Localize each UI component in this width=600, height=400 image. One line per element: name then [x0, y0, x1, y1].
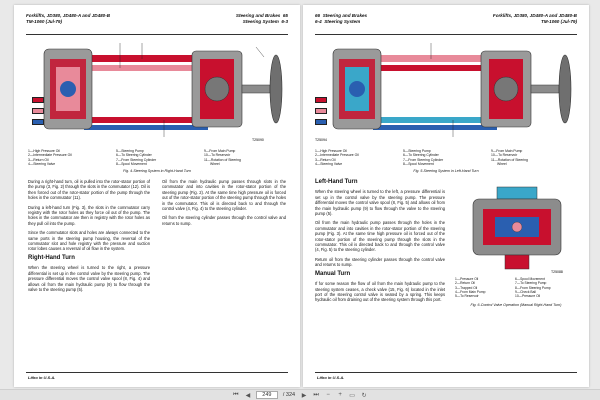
- paragraph: During a left-hand turn (Fig. 3), the slots in the commutator carry registry with the rotor holes as they force oil out of the pump. The holes in the commutator are then in registry with the rotor holes as they pull oil into the pump.: [28, 204, 150, 226]
- header-section: Steering and Brakes: [235, 13, 281, 18]
- text-column-1: [315, 177, 445, 307]
- paragraph: When the steering wheel is turned to the right, a pressure differential is set up in the control valve by the steering pump. The pressure differential moves the control valve spool (8, Fig. 4) and allows oil from the main hydraulic pump (9) to flow through the valve to the steering pump (5).: [28, 265, 150, 292]
- valve-top-port: [497, 187, 537, 199]
- legend-item: 9—Check Ball: [515, 289, 536, 294]
- header-title: Forklifts, JD380, JD480-A and JD480-B: [492, 13, 577, 18]
- legend-item: 6—To Steering Cylinder: [403, 153, 439, 158]
- legend-item: 11—Rotation of Steering: [204, 157, 241, 162]
- legend-item: 7—From Steering Cylinder: [116, 157, 157, 162]
- steering-wheel: [270, 55, 282, 123]
- first-page-icon[interactable]: ⏮: [233, 391, 239, 398]
- legend-item: 8—Spool Movement: [116, 161, 147, 166]
- text-column-1: [28, 179, 150, 296]
- legend-item: 2—Return Oil: [455, 281, 475, 286]
- legend-item: 10—Pressure Oil: [515, 294, 541, 299]
- header-title: Forklifts, JD380, JD480-A and JD480-B: [26, 13, 111, 18]
- legend-item: 2—Intermediate Pressure Oil: [315, 153, 359, 158]
- legend-item: 10—To Reservoir: [204, 153, 231, 158]
- legend-item: 4—Steering Valve: [28, 161, 56, 166]
- last-page-icon[interactable]: ⏭: [313, 391, 319, 398]
- pump-rotor: [494, 77, 518, 101]
- legend-item: 5—Steering Pump: [116, 149, 144, 153]
- legend-item: 3—Return Oil: [28, 157, 49, 162]
- paragraph: When the steering wheel is turned to the left, a pressure differential is set up in the control valve by the steering pump. The pressure differential moves the control valve spool (8, Fig. 5) and allows oil from the main hydraulic pump (9) to flow through the valve to the steering pump (5).: [315, 189, 445, 217]
- next-page-icon[interactable]: ▶: [301, 392, 307, 399]
- paragraph: During a right-hand turn, oil is pulled into the rotor-stator portion of the pump (3, Fig. 2) through the slots in the commutator (12). Oil is then forced out of the rotor-stator portion of the pump through the holes in the commutator (11).: [28, 179, 150, 201]
- footer-rule: [26, 372, 288, 373]
- prev-page-icon[interactable]: ◀: [245, 392, 251, 399]
- legend-item: 5—To Reservoir: [455, 294, 479, 299]
- header-subsection: Steering System: [242, 19, 279, 24]
- steering-system-diagram-right-turn: [24, 37, 290, 145]
- inset-figure-id: T25088: [551, 270, 563, 274]
- figure-id: T25094: [315, 138, 327, 142]
- page-header: [315, 13, 577, 35]
- header-page-ref: 6-4: [315, 19, 322, 24]
- steering-system-diagram-left-turn: [313, 37, 579, 145]
- header-date: (Jul-79): [560, 19, 577, 24]
- legend-item: 3—Trapped Oil: [455, 285, 478, 290]
- callout-line: [256, 47, 264, 57]
- header-page-no: 65: [282, 13, 288, 18]
- zoom-out-icon[interactable]: −: [326, 392, 330, 398]
- legend-item: 9—From Main Pump: [491, 149, 523, 153]
- steering-column: [531, 85, 559, 93]
- legend-row: [455, 294, 581, 298]
- text-column-2: [162, 179, 286, 230]
- section-heading: Left-Hand Turn: [315, 179, 358, 185]
- fit-page-icon[interactable]: ▭: [349, 392, 355, 399]
- steering-column: [242, 85, 270, 93]
- section-heading: Right-Hand Turn: [28, 254, 75, 261]
- return-line: [84, 125, 208, 130]
- legend-item: 6—To Steering Cylinder: [116, 153, 152, 158]
- page-right: [303, 5, 589, 387]
- legend-item: 7—From Steering Cylinder: [403, 157, 444, 162]
- legend-item: 10—To Reservoir: [491, 153, 518, 158]
- valve-return-port: [60, 81, 76, 97]
- paragraph: Oil from the main hydraulic pump passes through the holes in the commutator and into cavities in the rotor-stator portion of the steering pump (Fig. 3). At the same time high pressure oil is forced out of the rotor-stator portion of the steering pump through the slots in the commutator. This oil is directed back to and through the control valve (4, Fig. 5) to the steering cylinder.: [315, 220, 445, 253]
- legend-row: [315, 162, 577, 166]
- legend-row: [28, 162, 288, 166]
- header-manual: TM-1060: [540, 19, 560, 24]
- header-date: (Jul-79): [45, 19, 63, 24]
- legend-item: 1—Pressure Oil: [455, 277, 479, 281]
- rotate-icon[interactable]: ↻: [361, 392, 367, 399]
- header-section: Steering and Brakes: [322, 13, 368, 18]
- page-footer: Litho in U.S.A.: [317, 375, 345, 380]
- control-valve-diagram: [453, 183, 579, 275]
- legend-item: 6—Spool Movement: [515, 277, 545, 281]
- page-total: / 324: [282, 392, 296, 398]
- zoom-in-icon[interactable]: +: [338, 392, 342, 398]
- figure-caption: Fig. 5-Steering System in Left-Hand Turn: [413, 169, 479, 173]
- valve-bottom-port: [505, 255, 529, 269]
- paragraph: If for some reason the flow of oil from the main hydraulic pump to the steering system ceases, a check valve (15, Fig. 6) located in the inlet port of the steering control valve is seated by a spring. This keeps hydraulic oil from draining out of the steering system through this port.: [315, 281, 445, 303]
- paragraph: Oil from the steering cylinder passes through the control valve and returns to sump.: [162, 215, 286, 226]
- page-header: [26, 13, 288, 35]
- paragraph: Oil from the main hydraulic pump passes through slots in the commutator and into cavities in the rotor-stator portion of the steering pump (Fig. 2). At the same time high pressure oil is forced out of the rotor-stator portion of the steering pump through the holes in the commutator. This oil is directed back to and through the control valve (4, Fig. 4) to the steering cylinder.: [162, 179, 286, 212]
- section-heading: Manual Turn: [315, 270, 351, 277]
- figure-legend: [315, 149, 577, 166]
- header-subsection: Steering System: [324, 19, 361, 24]
- legend-item: 7—To Steering Pump: [515, 281, 547, 286]
- legend-item: 8—Spool Movement: [403, 161, 434, 166]
- legend-item: 4—From Main Pump: [455, 289, 486, 294]
- page-footer: Litho in U.S.A.: [28, 375, 56, 380]
- legend-item: 9—From Main Pump: [204, 149, 236, 153]
- legend-item: 5—Steering Pump: [403, 149, 431, 153]
- steering-wheel: [559, 55, 571, 123]
- figure-legend: [28, 149, 288, 166]
- header-manual: TM-1060: [26, 19, 45, 24]
- header-page-ref: 6-3: [281, 19, 288, 24]
- viewer-toolbar: [0, 389, 600, 400]
- figure-id: T25090: [252, 138, 264, 142]
- page-number-input[interactable]: 249: [256, 391, 278, 399]
- legend-item: 3—Return Oil: [315, 157, 336, 162]
- legend-item: 8—From Steering Pump: [515, 285, 551, 290]
- return-line: [373, 125, 497, 130]
- check-ball: [512, 222, 522, 232]
- paragraph: Return oil from the steering cylinder passes through the control valve and returns to sump.: [315, 256, 445, 268]
- paragraph: Since the commutator slots and holes are always connected to the same ports in the steering pump housing, the reversal of the commutator slot and hole registry with the pressure and suction rotor lobes causes a reversal of oil flow in the system.: [28, 230, 150, 252]
- pump-rotor: [205, 77, 229, 101]
- legend-item: Wheel: [210, 161, 220, 166]
- legend-item: 2—Intermediate Pressure Oil: [28, 153, 72, 158]
- valve-return-port: [349, 81, 365, 97]
- footer-rule: [315, 372, 577, 373]
- legend-item: 1—High Pressure Oil: [315, 149, 347, 153]
- legend-item: 4—Steering Valve: [315, 161, 343, 166]
- header-page-no: 66: [315, 13, 321, 18]
- inset-legend: [455, 277, 581, 298]
- inset-caption: Fig. 6-Control Valve Operation (Manual Right-Hand Turn): [470, 303, 562, 307]
- legend-item: 11—Rotation of Steering: [491, 157, 528, 162]
- figure-caption: Fig. 4-Steering System in Right-Hand Turn: [123, 169, 191, 173]
- legend-item: Wheel: [497, 161, 507, 166]
- page-left: [14, 5, 300, 387]
- legend-item: 1—High Pressure Oil: [28, 149, 60, 153]
